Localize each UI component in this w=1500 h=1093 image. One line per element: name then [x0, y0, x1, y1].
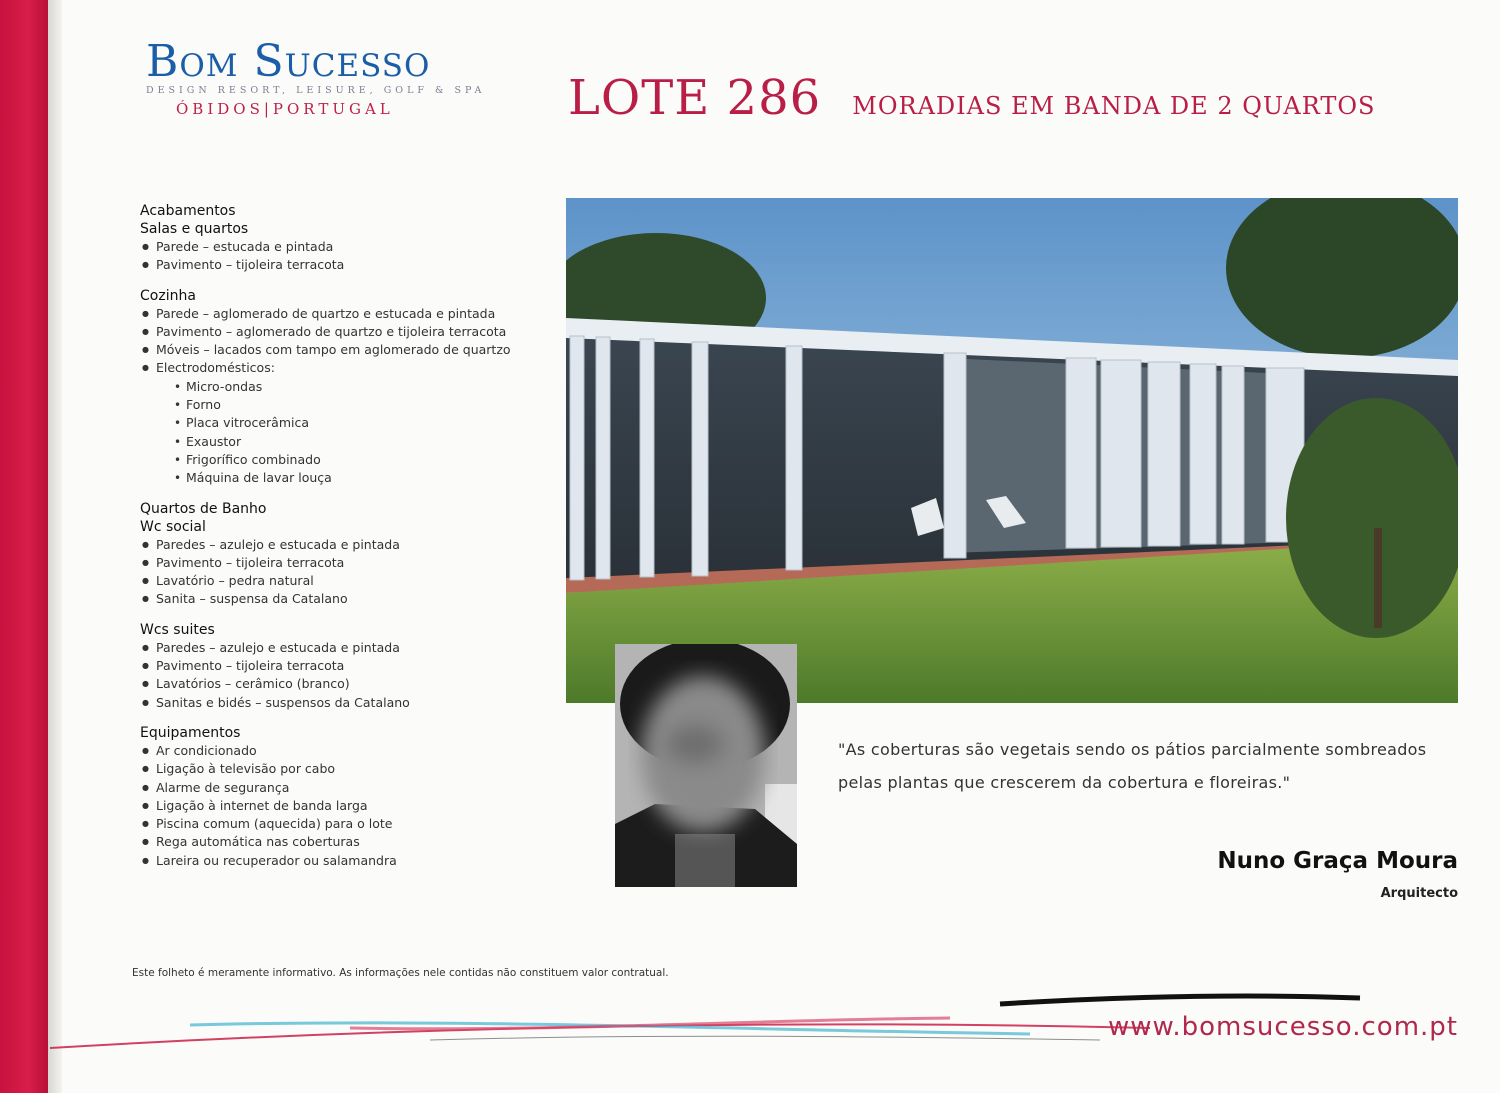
list-item: ● Parede – estucada e pintada	[140, 238, 560, 256]
list-item: ● Pavimento – tijoleira terracota	[140, 256, 560, 274]
list-item: ● Lareira ou recuperador ou salamandra	[140, 852, 560, 870]
heading-cozinha: Cozinha	[140, 287, 196, 304]
list-item: ● Sanita – suspensa da Catalano	[140, 590, 560, 608]
list-item: ● Paredes – azulejo e estucada e pintada	[140, 639, 560, 657]
list-item: ● Pavimento – tijoleira terracota	[140, 657, 560, 675]
portrait-image	[615, 644, 797, 887]
page-title	[568, 70, 1375, 126]
architect-name: Nuno Graça Moura	[1217, 848, 1458, 874]
list-item: ● Piscina comum (aquecida) para o lote	[140, 815, 560, 833]
list-item: ● Ligação à internet de banda larga	[140, 797, 560, 815]
disclaimer-text: Este folheto é meramente informativo. As informações nele contidas não constituem valor contratual.	[132, 967, 669, 979]
appliance-item: • Máquina de lavar louça	[140, 469, 560, 487]
list-item: ● Pavimento – aglomerado de quartzo e tijoleira terracota	[140, 323, 560, 341]
heading-salas-quartos: Salas e quartos	[140, 221, 249, 237]
rendering-image	[566, 198, 1458, 703]
section-cozinha	[140, 287, 560, 488]
title-subtitle: MORADIAS EM BANDA DE 2 QUARTOS	[852, 92, 1376, 120]
architect-quote: "As coberturas são vegetais sendo os pátios parcialmente sombreados pelas plantas que crescerem da cobertura e floreiras."	[838, 740, 1427, 792]
section-wc-social	[140, 500, 560, 609]
left-red-band	[0, 0, 48, 1093]
heading-wcs-suites: Wcs suites	[140, 621, 215, 638]
list-item: ● Móveis – lacados com tampo em aglomerado de quartzo	[140, 341, 560, 359]
logo-name: Bom Sucesso	[146, 36, 431, 87]
list-item: ● Parede – aglomerado de quartzo e estucada e pintada	[140, 305, 560, 323]
appliance-item: • Micro-ondas	[140, 378, 560, 396]
appliance-item: • Frigorífico combinado	[140, 451, 560, 469]
appliance-item: • Forno	[140, 396, 560, 414]
website-url[interactable]: www.bomsucesso.com.pt	[1107, 1012, 1458, 1042]
logo-tagline: DESIGN RESORT, LEISURE, GOLF & SPA	[146, 85, 486, 96]
heading-equipamentos: Equipamentos	[140, 724, 241, 741]
list-item: ● Ar condicionado	[140, 742, 560, 760]
list-item: ● Electrodomésticos:	[140, 359, 560, 377]
section-equipamentos	[140, 724, 560, 870]
list-item: ● Sanitas e bidés – suspensos da Catalano	[140, 694, 560, 712]
list-item: ● Pavimento – tijoleira terracota	[140, 554, 560, 572]
heading-acabamentos: Acabamentos	[140, 203, 236, 219]
bom-sucesso-logo	[146, 36, 486, 118]
list-item: ● Lavatórios – cerâmico (branco)	[140, 675, 560, 693]
lot-number: LOTE 286	[568, 70, 822, 126]
appliance-item: • Exaustor	[140, 433, 560, 451]
specifications-list	[140, 202, 560, 882]
heading-quartos-de-banho: Quartos de Banho	[140, 500, 267, 517]
list-item: ● Rega automática nas coberturas	[140, 833, 560, 851]
heading-wc-social: Wc social	[140, 518, 206, 535]
architect-portrait	[615, 644, 797, 887]
list-item: ● Lavatório – pedra natural	[140, 572, 560, 590]
appliance-item: • Placa vitrocerâmica	[140, 414, 560, 432]
list-item: ● Alarme de segurança	[140, 779, 560, 797]
section-wcs-suites	[140, 621, 560, 712]
logo-location: ÓBIDOS|PORTUGAL	[176, 100, 394, 118]
architect-role: Arquitecto	[1380, 886, 1458, 901]
list-item: ● Ligação à televisão por cabo	[140, 760, 560, 778]
section-acabamentos	[140, 202, 560, 275]
architectural-rendering	[566, 198, 1458, 703]
list-item: ● Paredes – azulejo e estucada e pintada	[140, 536, 560, 554]
